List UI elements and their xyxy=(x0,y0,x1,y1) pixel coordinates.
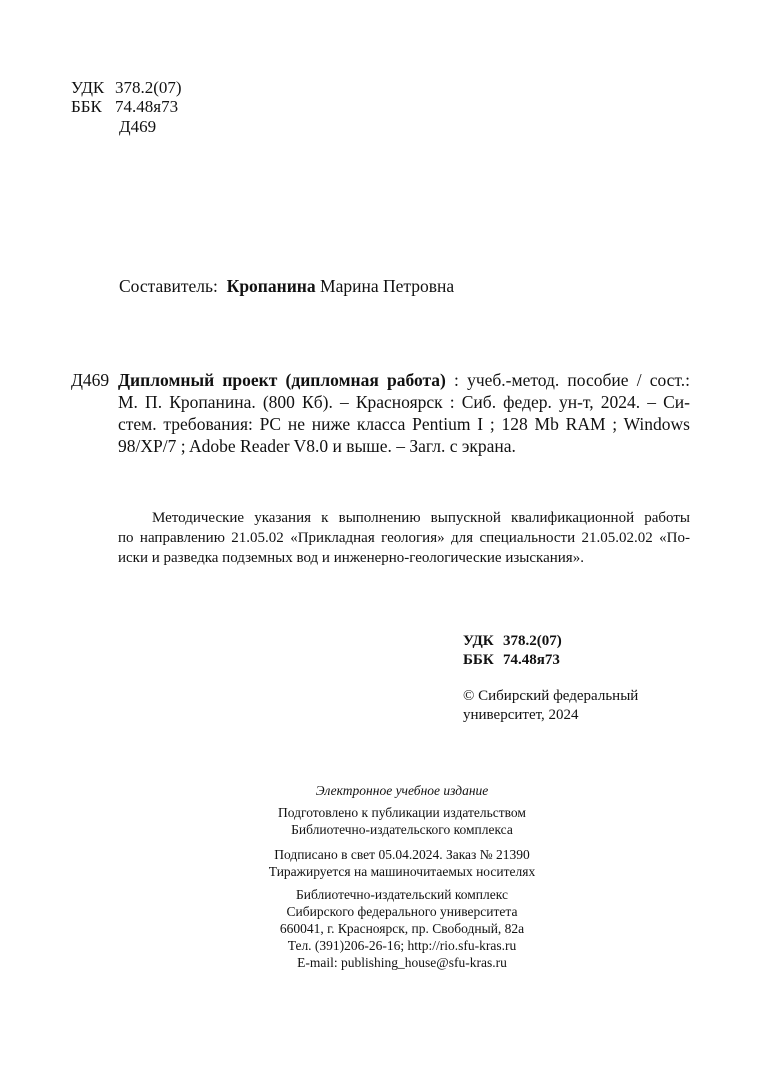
udk-value: 378.2(07) xyxy=(115,78,182,97)
bbk-classification-bottom xyxy=(463,652,560,669)
publisher-name: Библиотечно-издательский комплекс xyxy=(296,887,508,902)
publisher-email: E-mail: publishing_house@sfu-kras.ru xyxy=(297,955,507,970)
signed-line: Подписано в свет 05.04.2024. Заказ № 21390 xyxy=(274,847,530,862)
copyright-line-1: © Сибирский федеральный xyxy=(463,688,639,704)
udk-classification-bottom xyxy=(463,633,562,650)
annotation-line-3: иски и разведка подземных вод и инженерно-геологические изыскания». xyxy=(118,550,584,566)
edition-type: Электронное учебное издание xyxy=(315,783,489,798)
bbk-label: ББК xyxy=(71,97,102,116)
annotation-line-1: Методические указания к выполнению выпускной квалификационной работы xyxy=(152,510,690,526)
annotation-line-2: по направлению 21.05.02 «Прикладная геология» для специальности 21.05.02.02 «По- xyxy=(118,530,690,546)
compiler-surname: Кропанина xyxy=(226,276,316,296)
prepared-line-2: Библиотечно-издательского комплекса xyxy=(291,822,513,837)
prepared-line-1: Подготовлено к публикации издательством xyxy=(278,805,526,820)
bbk-value: 74.48я73 xyxy=(115,97,179,116)
biblio-author-code: Д469 xyxy=(71,370,110,390)
publisher-university: Сибирского федерального университета xyxy=(286,904,518,919)
biblio-line-1 xyxy=(118,370,690,391)
biblio-line-2: М. П. Кропанина. (800 Кб). – Красноярск : Сиб. федер. ун-т, 2024. – Си- xyxy=(118,392,690,412)
document-title: Дипломный проект (дипломная работа) xyxy=(118,370,446,390)
compiler-given-names: Марина Петровна xyxy=(320,276,455,296)
biblio-line-1-rest: : учеб.-метод. пособие / сост.: xyxy=(445,370,690,390)
replicated-line: Тиражируется на машиночитаемых носителях xyxy=(268,864,536,879)
bbk-label-bottom: ББК xyxy=(463,652,494,668)
udk-label-bottom: УДК xyxy=(463,633,494,649)
udk-label: УДК xyxy=(71,78,105,97)
publisher-address: 660041, г. Красноярск, пр. Свободный, 82а xyxy=(279,921,525,936)
bbk-classification xyxy=(71,97,178,117)
copyright-line-2: университет, 2024 xyxy=(463,707,579,723)
compiler-line xyxy=(119,276,454,297)
biblio-line-4: 98/XP/7 ; Adobe Reader V8.0 и выше. – Загл. с экрана. xyxy=(118,436,516,456)
author-code: Д469 xyxy=(119,117,157,136)
bbk-value-bottom: 74.48я73 xyxy=(503,652,560,668)
udk-classification xyxy=(71,78,182,98)
publisher-phone-web: Тел. (391)206-26-16; http://rio.sfu-kras.ru xyxy=(287,938,517,953)
compiler-label: Составитель: xyxy=(119,276,218,296)
udk-value-bottom: 378.2(07) xyxy=(503,633,562,649)
biblio-line-3: стем. требования: PC не ниже класса Pentium I ; 128 Mb RAM ; Windows xyxy=(118,414,690,434)
